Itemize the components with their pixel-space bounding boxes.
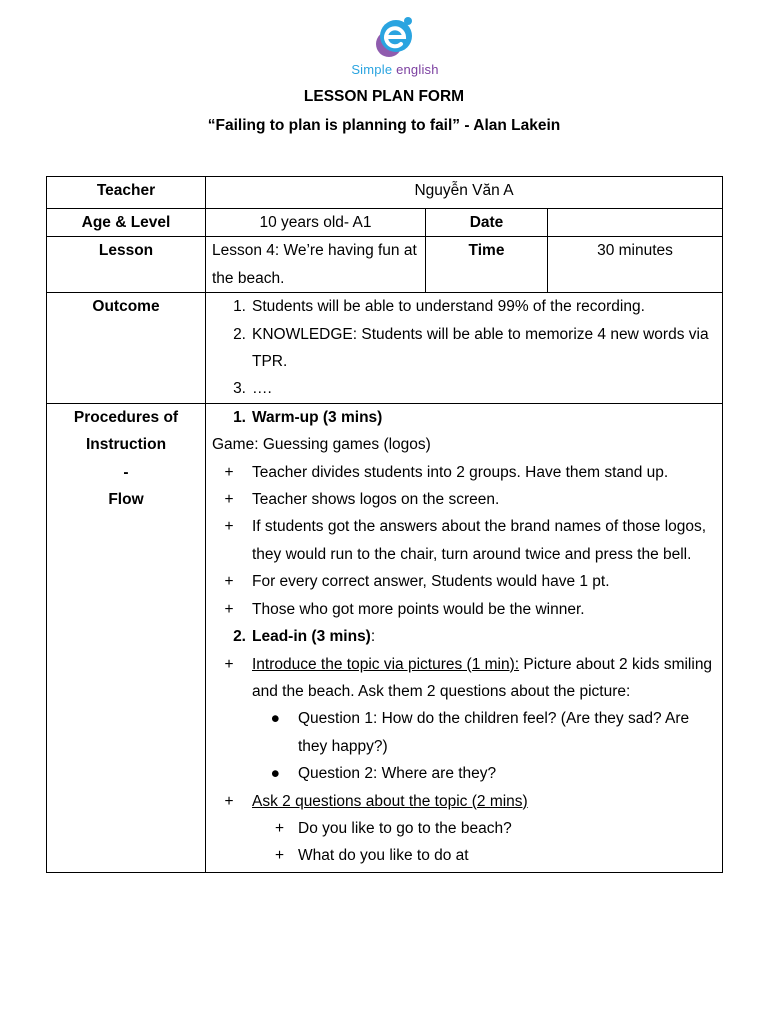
procedures-row [47, 403, 723, 872]
time-label: Time [426, 237, 548, 293]
lesson-value: Lesson 4: We’re having fun at the beach. [206, 237, 426, 293]
lesson-plan-table [46, 176, 723, 873]
outcome-list [206, 293, 723, 404]
page-title: LESSON PLAN FORM [303, 88, 465, 105]
question-text: Question 2: Where are they? [298, 765, 497, 783]
outcome-text: …. [252, 380, 272, 398]
game-line: Game: Guessing games (logos) [212, 436, 431, 454]
logo-word-english: english [396, 62, 439, 77]
age-value: 10 years old- A1 [206, 209, 426, 237]
intro-text: Picture about 2 kids smiling and the beach. Ask them 2 questions about the picture: [252, 655, 713, 700]
outcome-item [206, 375, 716, 402]
section-heading-warmup [206, 404, 716, 431]
procedures-label-line: Procedures of [73, 408, 179, 426]
age-label: Age & Level [47, 209, 206, 237]
outcome-item [206, 321, 716, 376]
list-item-text: Those who got more points would be the winner. [252, 600, 585, 618]
plus-marker: + [274, 819, 284, 837]
list-item-text: Teacher divides students into 2 groups. Have them stand up. [252, 463, 669, 481]
procedures-label-line: Flow [108, 491, 144, 509]
outcome-text: Students will be able to understand 99% of the recording. [252, 298, 645, 316]
section-title: Warm-up (3 mins) [252, 408, 383, 426]
question-item [206, 705, 716, 760]
list-item [206, 568, 716, 595]
simple-english-logo [345, 14, 445, 80]
outcome-number: 3. [233, 380, 246, 398]
bullet-marker: ● [270, 710, 280, 728]
age-row [47, 209, 723, 237]
intro-heading: Introduce the topic via pictures (1 min): [252, 655, 520, 673]
procedures-label-line: - [123, 463, 129, 481]
list-item [206, 513, 716, 568]
list-item [206, 596, 716, 623]
list-item-text: If students got the answers about the brand names of those logos, they would run to the chair, turn around twice and press the bell. [252, 518, 707, 563]
logo-word-simple: Simple [351, 62, 393, 77]
list-item-text: Teacher shows logos on the screen. [252, 491, 500, 509]
quote: “Failing to plan is planning to fail” - Alan Lakein [207, 117, 561, 134]
list-item [206, 788, 716, 815]
outcome-label: Outcome [47, 293, 206, 404]
plus-marker: + [224, 600, 234, 618]
ask-heading: Ask 2 questions about the topic (2 mins) [252, 792, 528, 810]
procedures-content [206, 403, 723, 872]
list-item [206, 459, 716, 486]
list-item [206, 486, 716, 513]
plus-marker: + [224, 518, 234, 536]
section-heading-leadin [206, 623, 716, 650]
teacher-row [47, 177, 723, 209]
logo-e-icon [372, 14, 418, 62]
ask-item-text: What do you like to do at [298, 847, 469, 865]
outcome-item [206, 293, 716, 320]
outcome-number: 2. [233, 325, 246, 343]
ask-item-text: Do you like to go to the beach? [298, 819, 512, 837]
teacher-label: Teacher [47, 177, 206, 209]
ask-item [206, 815, 716, 842]
section-title: Lead-in (3 mins) [252, 628, 371, 646]
ask-item [206, 842, 716, 869]
section-title-colon: : [370, 628, 376, 646]
time-value: 30 minutes [548, 237, 723, 293]
plus-marker: + [224, 463, 234, 481]
question-item [206, 760, 716, 787]
plus-marker: + [224, 491, 234, 509]
section-number: 2. [233, 628, 246, 646]
section-number: 1. [233, 408, 246, 426]
lesson-label: Lesson [47, 237, 206, 293]
logo-wordmark [345, 62, 445, 77]
teacher-value: Nguyễn Văn A [206, 177, 723, 209]
date-value [548, 209, 723, 237]
list-item-text: For every correct answer, Students would have 1 pt. [252, 573, 610, 591]
date-label: Date [426, 209, 548, 237]
outcome-number: 1. [233, 298, 246, 316]
procedures-label-line: Instruction [85, 436, 167, 454]
plus-marker: + [224, 655, 234, 673]
list-item [206, 651, 716, 706]
procedures-label [47, 403, 206, 872]
plus-marker: + [224, 792, 234, 810]
lesson-row [47, 237, 723, 293]
plus-marker: + [274, 847, 284, 865]
plus-marker: + [224, 573, 234, 591]
outcome-row [47, 293, 723, 404]
outcome-text: KNOWLEDGE: Students will be able to memorize 4 new words via TPR. [252, 325, 709, 371]
bullet-marker: ● [270, 765, 280, 783]
question-text: Question 1: How do the children feel? (Are they sad? Are they happy?) [298, 710, 690, 755]
